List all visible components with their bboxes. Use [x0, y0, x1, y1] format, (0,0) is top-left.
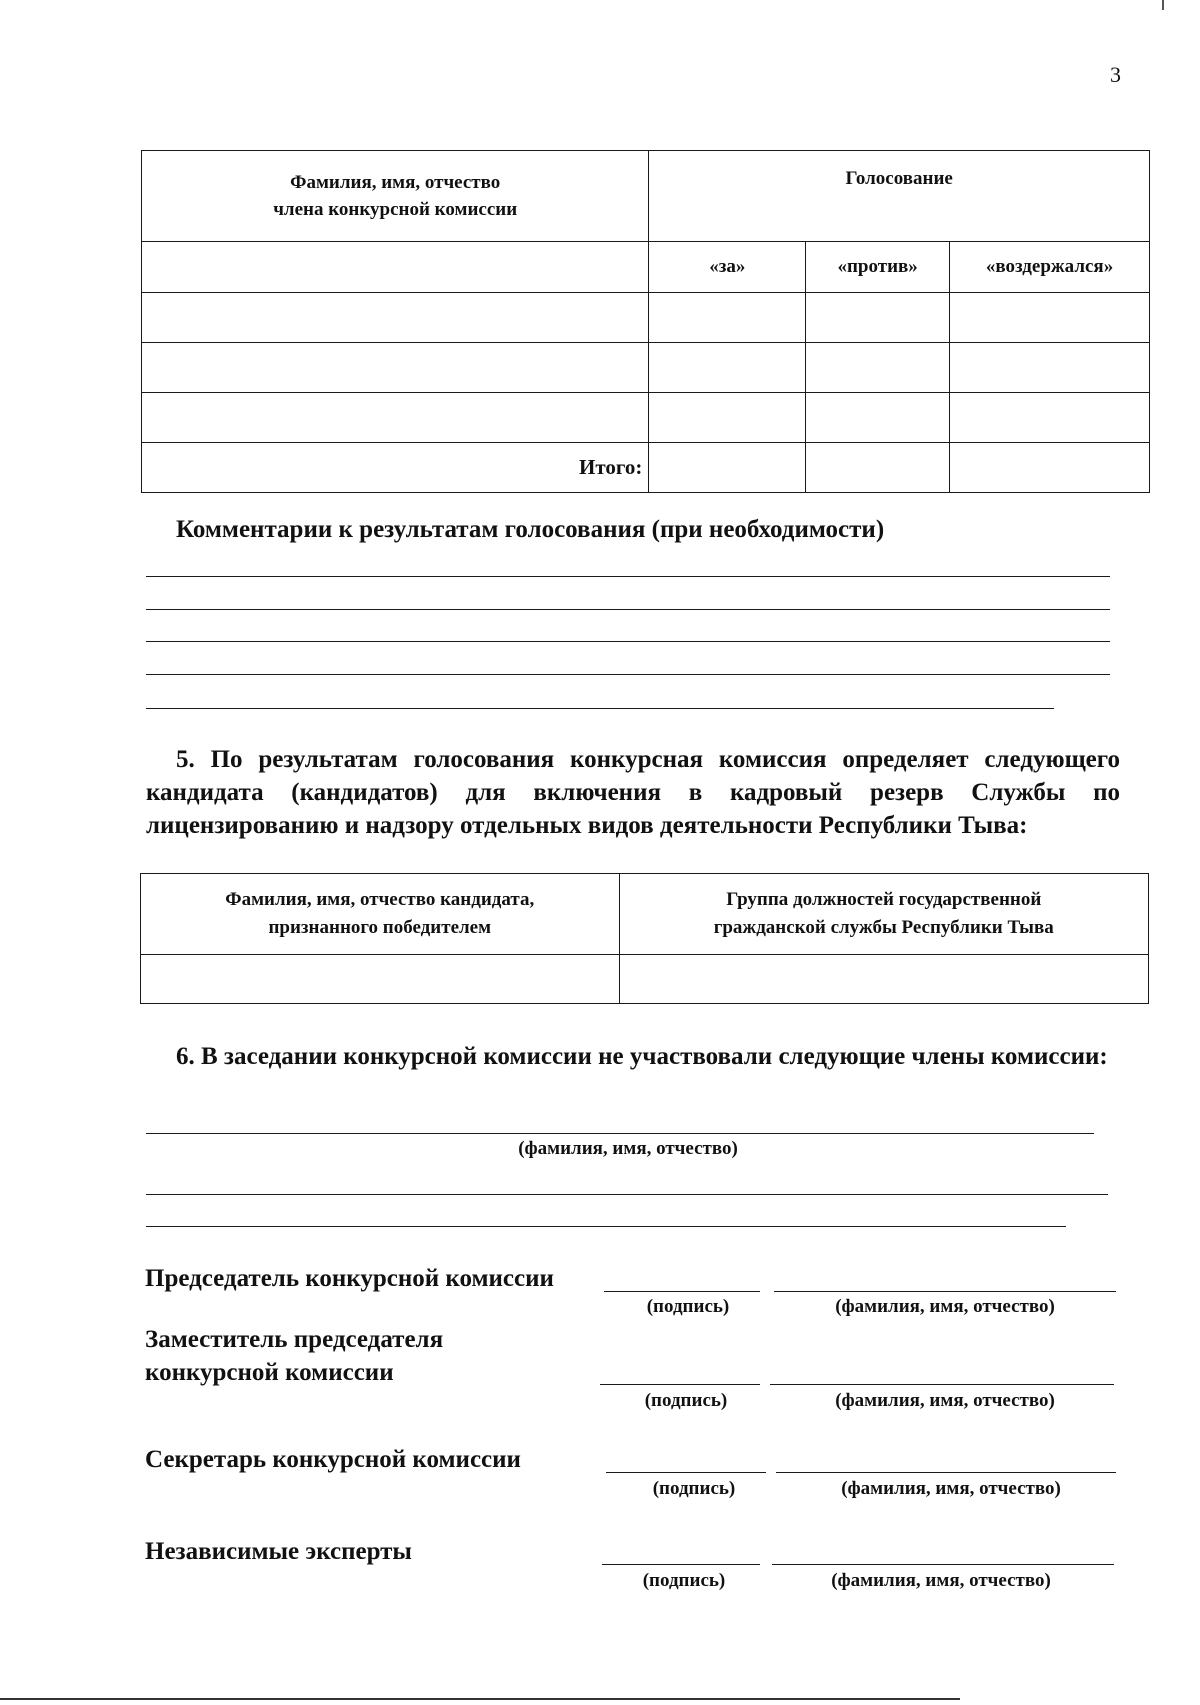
name-line [774, 1291, 1116, 1292]
table-row [142, 343, 1150, 393]
name-caption: (фамилия, имя, отчество) [835, 1390, 1055, 1411]
name-line [772, 1564, 1114, 1565]
name-line [770, 1384, 1114, 1385]
col-abstain: «воздержался» [950, 242, 1150, 293]
table-row [141, 955, 1149, 1004]
comment-line [146, 576, 1110, 577]
col-for: «за» [649, 242, 806, 293]
header-candidate-name: Фамилия, имя, отчество кандидата, признанного победителем [141, 874, 620, 955]
header-member-name: Фамилия, имя, отчество члена конкурсной комиссии [142, 151, 649, 242]
comment-line [146, 641, 1110, 642]
comment-line [146, 674, 1110, 675]
voting-table [141, 150, 1150, 493]
signature-caption: (подпись) [646, 1296, 730, 1317]
table-row [142, 293, 1150, 343]
name-caption: (фамилия, имя, отчество) [841, 1478, 1061, 1499]
signature-line [604, 1291, 760, 1292]
comments-heading: Комментарии к результатам голосования (при необходимости) [176, 516, 885, 543]
absent-members-line [146, 1194, 1108, 1195]
signature-caption: (подпись) [652, 1478, 736, 1499]
signature-label-deputy: Заместитель председателя конкурсной комиссии [145, 1326, 444, 1386]
candidate-table [140, 873, 1149, 1004]
header-position-group: Группа должностей государственной гражданской службы Республики Тыва [619, 874, 1149, 955]
signature-caption: (подпись) [642, 1570, 726, 1591]
signature-caption: (подпись) [644, 1390, 728, 1411]
header-voting: Голосование [649, 151, 1150, 242]
page-number: 3 [1110, 62, 1121, 87]
total-row [142, 443, 1150, 493]
scan-edge [0, 1698, 960, 1700]
signature-label-secretary: Секретарь конкурсной комиссии [145, 1446, 521, 1473]
total-label: Итого: [142, 443, 649, 493]
name-line [776, 1472, 1116, 1473]
section-6-text: 6. В заседании конкурсной комиссии не участвовали следующие члены комиссии: [176, 1043, 1108, 1070]
table-row [142, 393, 1150, 443]
absent-members-line [146, 1226, 1066, 1227]
comment-line [146, 609, 1110, 610]
empty-cell [142, 242, 649, 293]
fio-caption: (фамилия, имя, отчество) [518, 1138, 738, 1159]
col-against: «против» [806, 242, 950, 293]
signature-line [602, 1564, 760, 1565]
signature-line [606, 1472, 766, 1473]
absent-members-line [146, 1133, 1094, 1134]
name-caption: (фамилия, имя, отчество) [831, 1570, 1051, 1591]
signature-label-chairman: Председатель конкурсной комиссии [145, 1265, 554, 1292]
section-5-text: 5. По результатам голосования конкурсная комиссия определяет следующего кандидата (кандидатов) для включения в кадровый резерв Службы по лицензированию и надзору отдельных видов деятельности Республики Тыва: [146, 746, 1120, 839]
name-caption: (фамилия, имя, отчество) [835, 1296, 1055, 1317]
scan-mark [1162, 0, 1164, 10]
signature-label-experts: Независимые эксперты [145, 1538, 412, 1565]
signature-line [600, 1384, 760, 1385]
comment-line [146, 708, 1054, 709]
